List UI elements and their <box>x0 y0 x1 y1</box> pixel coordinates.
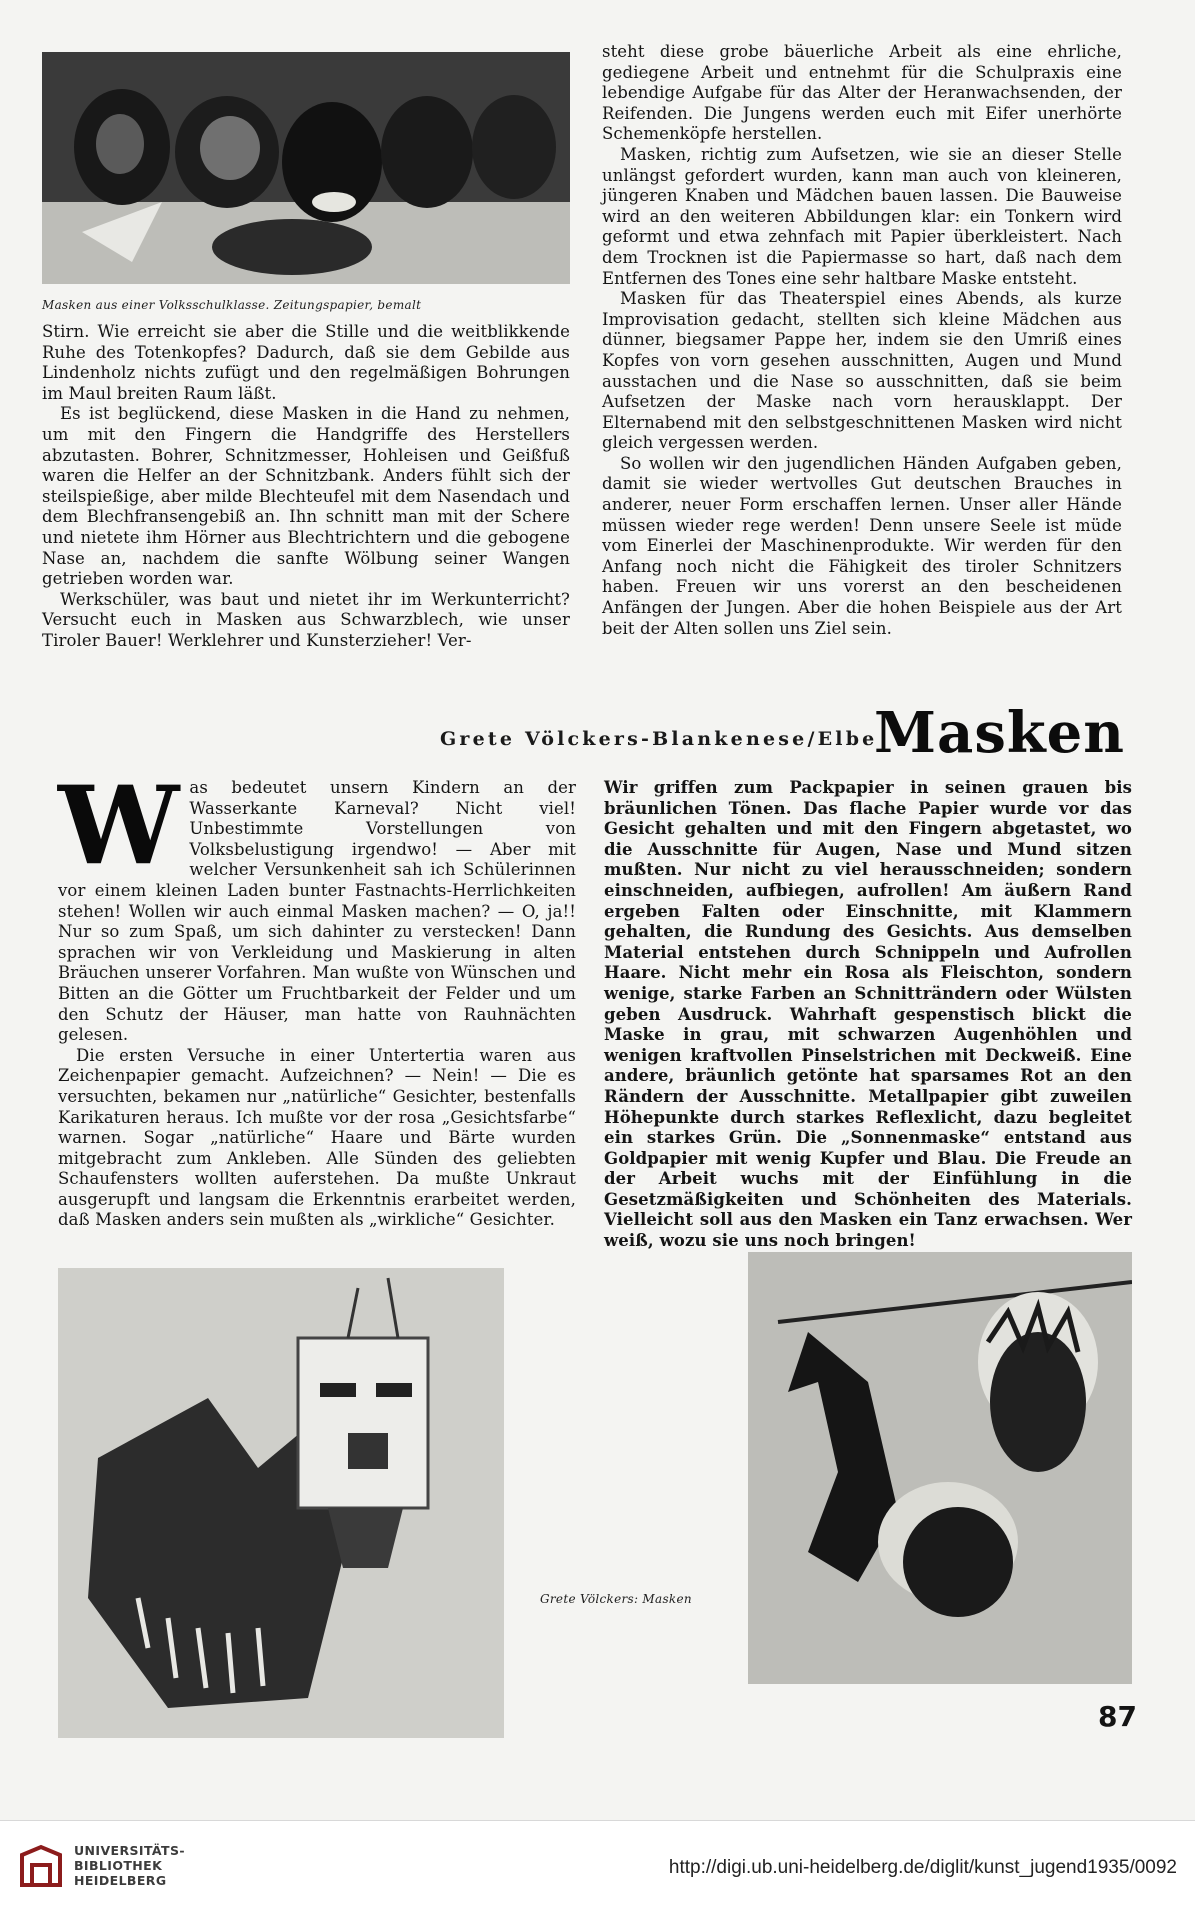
page-number: 87 <box>1098 1700 1137 1733</box>
top-photo-caption: Masken aus einer Volksschulklasse. Zeitungspapier, bemalt <box>42 298 422 312</box>
article-title: Masken <box>874 700 1125 766</box>
paragraph: Masken, richtig zum Aufsetzen, wie sie an dieser Stelle unlängst gefordert wurden, kann man auch von kleineren, jüngeren Knaben und Mädchen bauen lassen. Die Bauweise wird an den weiteren Abbildungen klar: ein Tonkern wird geformt und etwa zehnfach mit Papier überkleistert. Nach dem Trocknen ist die Papiermasse so hart, daß nach dem Entfernen des Tones eine sehr haltbare Maske entsteht. <box>602 144 1122 288</box>
paragraph: Werkschüler, was baut und nietet ihr im Werkunterricht? Versucht euch in Masken aus Schwarzblech, wie unser Tiroler Bauer! Werklehrer und Kunsterzieher! Ver- <box>42 589 570 650</box>
upper-right-column <box>602 42 1122 639</box>
paragraph: steht diese grobe bäuerliche Arbeit als eine ehrliche, gediegene Arbeit und entnehmt für die Schulpraxis eine lebendige Aufgabe für das Alter der Heranwachsenden, der Reifenden. Die Jungens werden euch mit Eifer unerhörte Schemenköpfe herstellen. <box>602 42 1122 144</box>
library-line-3: HEIDELBERG <box>74 1873 167 1888</box>
lower-left-column <box>58 763 576 1231</box>
library-line-2: BIBLIOTHEK <box>74 1858 163 1873</box>
bottom-photo-caption: Grete Völckers: Masken <box>540 1592 692 1606</box>
photo-hanging-masks-image <box>748 1252 1132 1684</box>
paragraph: Wir griffen zum Packpapier in seinen grauen bis bräunlichen Tönen. Das flache Papier wurde vor das Gesicht gehalten und mit den Fingern abgetastet, wo die Ausschnitte für Augen, Nase und Mund sitzen mußten. Nur nicht zu viel herausschneiden; sondern einschneiden, aufbiegen, aufrollen! Am äußern Rand ergeben Falten oder Einschnitte, mit Klammern gehalten, die Rundung des Gesichts. Aus demselben Material entstehen durch Schnippeln und Aufrollen Haare. Nicht mehr ein Rosa als Fleischton, sondern wenige, starke Farben an Schnitträndern oder Wülsten geben Ausdruck. Wahrhaft gespenstisch blickt die Maske in grau, mit schwarzen Augenhöhlen und wenigen kraftvollen Pinselstrichen mit Deckweiß. Eine andere, bräunlich getönte hat sparsames Rot an den Rändern der Ausschnitte. Metallpapier gibt zuweilen Höhepunkte durch starkes Reflexlicht, dazu begleitet ein starkes Grün. Die „Sonnenmaske“ entstand aus Goldpapier mit wenig Kupfer und Blau. Die Freude an der Arbeit wuchs mit der Einfühlung in die Gesetzmäßigkeiten und Schönheiten des Materials. Vielleicht soll aus den Masken ein Tanz erwachsen. Wer weiß, wozu sie uns noch bringen! <box>604 778 1132 1251</box>
paragraph: So wollen wir den jugendlichen Händen Aufgaben geben, damit sie wieder wertvolles Gut deutschen Brauches in anderer, neuer Form erschaffen lernen. Unser aller Hände müssen wieder rege werden! Denn unsere Seele ist müde vom Einerlei der Maschinenprodukte. Wir werden für den Anfang noch nicht die Fähigkeit des tiroler Schnitzers haben. Freuen wir uns vorerst an den bescheidenen Anfängen der Jungen. Aber die hohen Beispiele aus der Art beit der Alten sollen uns Ziel sein. <box>602 453 1122 638</box>
author-byline: Grete Völckers-Blankenese/Elbe <box>440 728 878 750</box>
document-url-link[interactable]: http://digi.ub.uni-heidelberg.de/diglit/kunst_jugend1935/0092 <box>668 1857 1177 1878</box>
lower-right-column <box>604 778 1132 1252</box>
university-logo-icon[interactable] <box>18 1843 64 1889</box>
photo-paper-mask <box>58 1268 504 1738</box>
photo-masks-row-image <box>42 52 570 284</box>
upper-left-column <box>42 322 570 652</box>
paragraph: Masken für das Theaterspiel eines Abends, als kurze Improvisation gedacht, stellten sich kleine Mädchen aus dünner, biegsamer Pappe her, indem sie den Umriß eines Kopfes von vorn gesehen ausschnitten, Augen und Mund ausstachen und die Nase so ausschnitten, daß sie beim Aufsetzen der Maske nach vorn herausklappt. Der Elternabend mit den selbstgeschnittenen Masken wird nicht gleich vergessen werden. <box>602 289 1122 453</box>
photo-paper-mask-image <box>58 1268 504 1738</box>
drop-cap: W <box>58 763 180 889</box>
paragraph: Stirn. Wie erreicht sie aber die Stille und die weitblikkende Ruhe des Totenkopfes? Dadurch, daß sie dem Gebilde aus Lindenholz nichts zufügt und den regelmäßigen Bohrungen im Maul breiten Raum läßt. <box>42 322 570 403</box>
library-line-1: UNIVERSITÄTS- <box>74 1843 185 1858</box>
viewer-footer <box>0 1820 1195 1909</box>
photo-hanging-masks <box>748 1252 1132 1684</box>
paragraph: Es ist beglückend, diese Masken in die Hand zu nehmen, um mit den Fingern die Handgriffe des Herstellers abzutasten. Bohrer, Schnitzmesser, Hohleisen und Geißfuß waren die Helfer an der Schnitzbank. Anders fühlt sich der steilspießige, aber milde Blechteufel mit dem Nasendach und dem Blechfransengebiß an. Ihn schnitt man mit der Schere und nietete ihm Hörner aus Blechtrichtern und die gebogene Nase an, nachdem die sanfte Wölbung seiner Wangen getrieben worden war. <box>42 404 570 589</box>
photo-newspaper-masks <box>42 52 570 284</box>
paragraph: Die ersten Versuche in einer Untertertia waren aus Zeichenpapier gemacht. Aufzeichnen? — Nein! — Die es versuchten, bekamen nur „natürliche“ Gesichter, bestenfalls Karikaturen heraus. Ich mußte vor der rosa „Gesichtsfarbe“ warnen. Sogar „natürliche“ Haare und Bärte wurden mitgebracht zum Ankleben. Alle Sünden des geliebten Schaufensters wollten auferstehen. Da mußte Unkraut ausgerupft und langsam die Erkenntnis erarbeitet werden, daß Masken anders sein mußten als „wirkliche“ Gesichter. <box>58 1045 576 1230</box>
library-name[interactable] <box>74 1843 185 1888</box>
paragraph: as bedeutet unsern Kindern an der Wasserkante Karneval? Nicht viel! Unbestimmte Vorstellungen von Volksbelustigung irgendwo! — Aber mit welcher Versunkenheit sah ich Schülerinnen vor einem kleinen Laden bunter Fastnachts-Herrlichkeiten stehen! Wollen wir auch einmal Masken machen? — O, ja!! Nur so zum Spaß, um sich dahinter zu verstecken! Dann sprachen wir von Verkleidung und Maskierung in alten Bräuchen unserer Vorfahren. Man wußte von Wünschen und Bitten an die Götter um Fruchtbarkeit der Felder und um den Schutz der Häuser, man hatte von Rauhnächten gelesen. <box>58 778 576 1045</box>
